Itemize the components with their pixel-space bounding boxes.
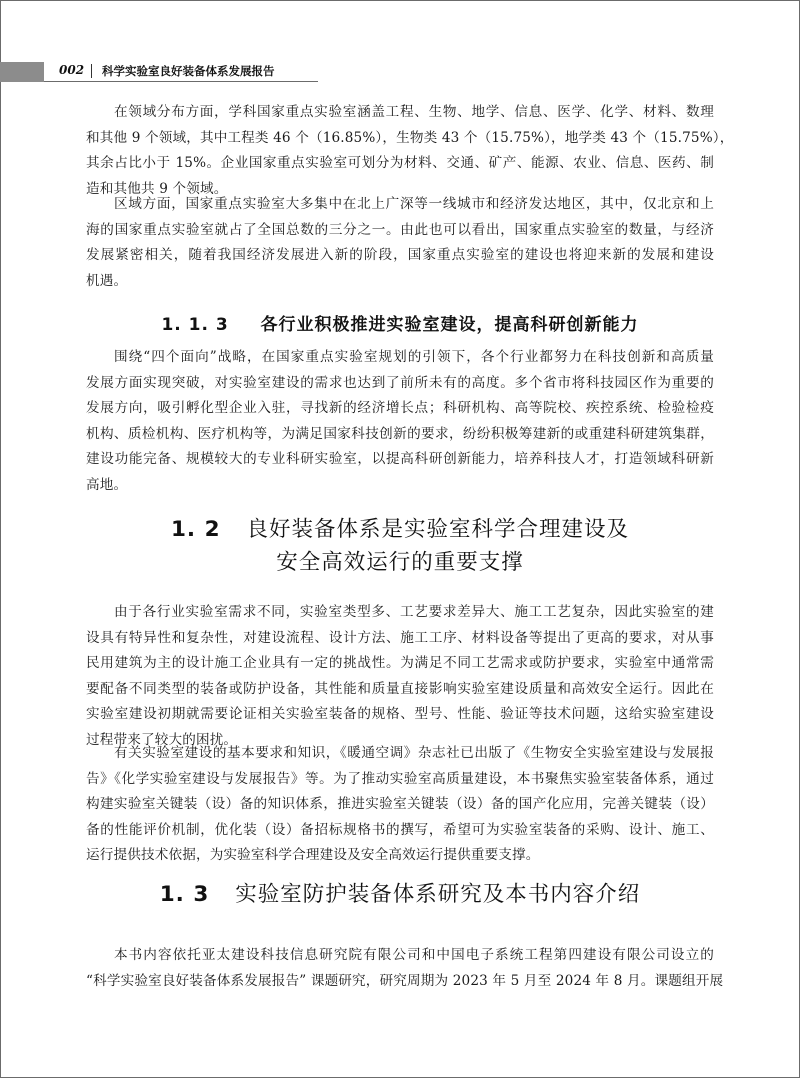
text-line: 本书内容依托亚太建设科技信息研究院有限公司和中国电子系统工程第四建设有限公司设立的	[114, 947, 714, 963]
section-number: 1. 1. 3	[161, 315, 229, 335]
text-line: 高地。	[86, 476, 128, 493]
section-number: 1. 3	[159, 882, 210, 907]
text-line: 发展方面实现突破，对实验室建设的需求也达到了前所未有的高度。多个省市将科技园区作为重要的	[86, 374, 714, 391]
text-line: 备的性能评价机制，优化装（设）备招标规格书的撰写，希望可为实验室装备的采购、设计、施工、	[86, 821, 714, 838]
paragraph-domain-distribution	[86, 100, 734, 202]
paragraph-lab-requirements	[86, 600, 714, 754]
text-line: 有关实验室建设的基本要求和知识，《暖通空调》杂志社已出版了《生物安全实验室建设与发展报	[114, 745, 714, 761]
text-line: 构建实验室关键装（设）备的知识体系，推进实验室关键装（设）备的国产化应用，完善关键装（设）	[86, 796, 714, 813]
section-title-line-2: 安全高效运行的重要支撑	[276, 550, 524, 575]
text-line: 要配备不同类型的装备或防护设备，其性能和质量直接影响实验室建设质量和高效安全运行。因此在	[86, 680, 714, 697]
text-line: 围绕“四个面向”战略，在国家重点实验室规划的引领下，各个行业都努力在科技创新和高质量	[114, 349, 714, 365]
book-title: 科学实验室良好装备体系发展报告	[102, 64, 275, 78]
section-number: 1. 2	[170, 517, 221, 542]
text-line: “科学实验室良好装备体系发展报告” 课题研究，研究周期为 2023 年 5 月至 2024 年 8 月。课题组开展	[86, 972, 724, 989]
text-line: 机构、质检机构、医疗机构等，为满足国家科技创新的要求，纷纷积极筹建新的或重建科研建筑集群，	[86, 425, 714, 442]
text-line: 过程带来了较大的困扰。	[86, 731, 238, 748]
paragraph-regional	[86, 192, 714, 294]
text-line: 发展紧密相关，随着我国经济发展进入新的阶段，国家重点实验室的建设也将迎来新的发展和建设	[86, 247, 714, 264]
text-line: 由于各行业实验室需求不同，实验室类型多、工艺要求差异大、施工工艺复杂，因此实验室的建	[114, 604, 714, 620]
paragraph-book-focus	[86, 741, 714, 869]
paragraph-industry	[86, 345, 714, 499]
text-line: 造和其他共 9 个领域。	[86, 180, 228, 197]
text-line: 运行提供技术依据，为实验室科学合理建设及安全高效运行提供重要支撑。	[86, 847, 540, 864]
text-line: 民用建筑为主的设计施工企业具有一定的挑战性。为满足不同工艺需求或防护要求，实验室中通常需	[86, 655, 714, 672]
text-line: 和其他 9 个领域，其中工程类 46 个（16.85%），生物类 43 个（15.75%），地学类 43 个（15.75%），	[86, 129, 734, 146]
text-line: 其余占比小于 15%。企业国家重点实验室可划分为材料、交通、矿产、能源、农业、信息、医药、制	[86, 155, 714, 172]
section-heading-1-2	[0, 514, 800, 546]
section-heading-1-2-line-2	[0, 547, 800, 579]
header-rule	[44, 81, 318, 82]
paragraph-book-intro	[86, 943, 724, 994]
text-line: 海的国家重点实验室就占了全国总数的三分之一。由此也可以看出，国家重点实验室的数量，与经济	[86, 221, 714, 238]
text-line: 建设功能完备、规模较大的专业科研实验室，以提高科研创新能力，培养科技人才，打造领域科研新	[86, 451, 714, 468]
text-line: 实验室建设初期就需要论证相关实验室装备的规格、型号、性能、验证等技术问题，这给实验室建设	[86, 706, 714, 723]
header-tab-marker	[0, 62, 44, 82]
section-title-line-1: 良好装备体系是实验室科学合理建设及	[246, 517, 630, 542]
section-title: 实验室防护装备体系研究及本书内容介绍	[235, 882, 641, 907]
section-heading-1-1-3	[0, 310, 800, 335]
text-line: 告》《化学实验室建设与发展报告》等。为了推动实验室高质量建设，本书聚焦实验室装备体系，通过	[86, 770, 714, 787]
text-line: 机遇。	[86, 272, 128, 289]
page-number: 002	[59, 63, 85, 77]
running-header	[0, 62, 800, 82]
text-line: 区域方面，国家重点实验室大多集中在北上广深等一线城市和经济发达地区，其中，仅北京和上	[114, 196, 714, 212]
text-line: 发展方向，吸引孵化型企业入驻，寻找新的经济增长点；科研机构、高等院校、疾控系统、检验检疫	[86, 400, 714, 417]
section-title: 各行业积极推进实验室建设，提高科研创新能力	[260, 315, 639, 335]
section-heading-1-3	[0, 879, 800, 911]
header-separator	[91, 64, 92, 78]
text-line: 在领域分布方面，学科国家重点实验室涵盖工程、生物、地学、信息、医学、化学、材料、数理	[114, 104, 714, 120]
text-line: 设具有特异性和复杂性，对建设流程、设计方法、施工工序、材料设备等提出了更高的要求，对从事	[86, 629, 714, 646]
